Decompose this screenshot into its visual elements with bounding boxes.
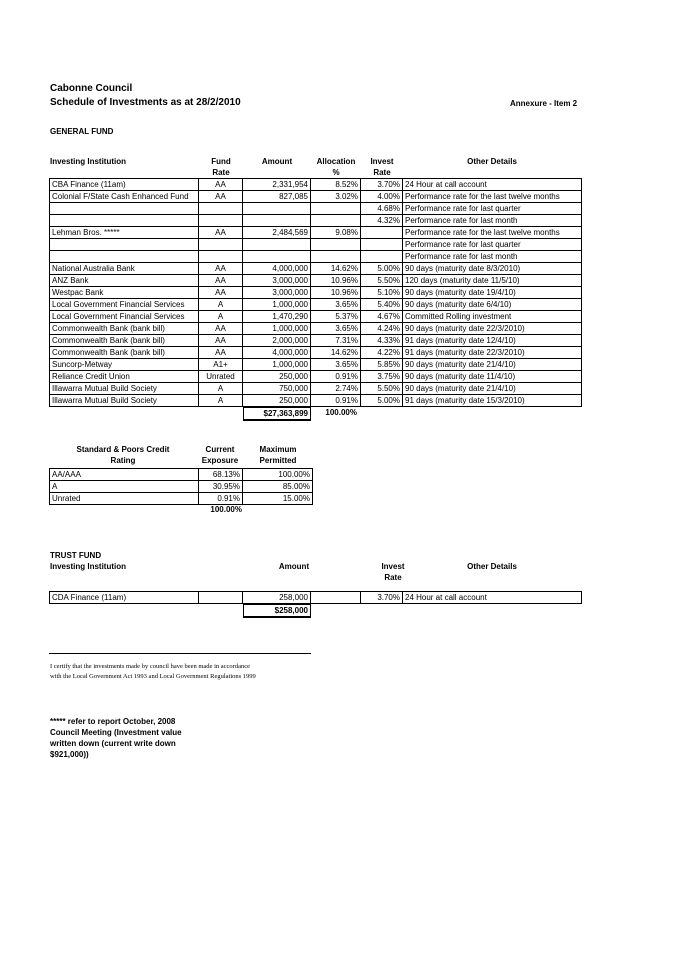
cell-details: 90 days (maturity date 21/4/10): [403, 359, 582, 371]
cell-rate: 5.00%: [361, 263, 403, 275]
cell-rating: AA: [199, 179, 243, 191]
cell-details: 90 days (maturity date 19/4/10): [403, 287, 582, 299]
cell-rate: 4.22%: [361, 347, 403, 359]
credit-exposure-total: 100.00%: [210, 505, 242, 514]
credit-rating-header: Standard & Poors Credit Rating: [76, 445, 170, 465]
cell-rate: [361, 239, 403, 251]
cell-institution: [50, 251, 199, 263]
cell-amount: [243, 203, 311, 215]
cell-amount: 3,000,000: [243, 275, 311, 287]
cell-rating: [199, 203, 243, 215]
cell-rate: 4.32%: [361, 215, 403, 227]
cell-amount: 3,000,000: [243, 287, 311, 299]
footnote: ***** refer to report October, 2008 Council Meeting (Investment value written down (current write down $921,000)): [50, 717, 182, 759]
general-fund-title: GENERAL FUND: [50, 127, 114, 136]
cell-rating: AA: [199, 227, 243, 239]
cell-allocation: [311, 251, 361, 263]
cell-allocation: [311, 203, 361, 215]
trust-rate-cell: 3.70%: [361, 592, 403, 604]
cell-institution: Local Government Financial Services: [50, 299, 199, 311]
cell-amount: 1,000,000: [243, 359, 311, 371]
cell-rating: A: [199, 299, 243, 311]
table-row: [50, 359, 582, 371]
cell-rate: 3.75%: [361, 371, 403, 383]
certification-text: I certify that the investments made by council have been made in accordance with the Local Government Act 1993 and Local Government Regulations 1999: [50, 663, 256, 680]
credit-cell-permitted: 100.00%: [243, 469, 313, 481]
table-row: [50, 493, 313, 505]
col-amount-header: Amount: [261, 157, 293, 166]
cell-allocation: 3.65%: [311, 359, 361, 371]
cell-rate: 5.50%: [361, 383, 403, 395]
cell-allocation: 10.96%: [311, 287, 361, 299]
cell-details: 24 Hour at call account: [403, 179, 582, 191]
table-row: [50, 275, 582, 287]
trust-rating-cell: [199, 592, 243, 604]
table-row: [50, 469, 313, 481]
cell-institution: Illawarra Mutual Build Society: [50, 383, 199, 395]
credit-rating-table: [49, 468, 313, 505]
table-row: [50, 299, 582, 311]
table-row: [50, 395, 582, 407]
trust-allocation-cell: [311, 592, 361, 604]
cell-amount: 2,484,569: [243, 227, 311, 239]
cell-rate: 5.50%: [361, 275, 403, 287]
trust-institution-cell: CDA Finance (11am): [50, 592, 199, 604]
cell-details: Performance rate for last quarter: [403, 203, 582, 215]
cell-amount: 1,000,000: [243, 323, 311, 335]
cell-details: 91 days (maturity date 22/3/2010): [403, 347, 582, 359]
trust-details-cell: 24 Hour at call account: [403, 592, 582, 604]
cell-rating: AA: [199, 275, 243, 287]
table-row: [50, 311, 582, 323]
cell-rating: Unrated: [199, 371, 243, 383]
cell-institution: Commonwealth Bank (bank bill): [50, 323, 199, 335]
cell-allocation: 3.65%: [311, 299, 361, 311]
table-row: [50, 287, 582, 299]
cell-allocation: 3.65%: [311, 323, 361, 335]
table-row: [50, 215, 582, 227]
cell-amount: 827,085: [243, 191, 311, 203]
cell-institution: National Australia Bank: [50, 263, 199, 275]
cell-institution: [50, 203, 199, 215]
trust-fund-total-amount: $258,000: [243, 604, 311, 618]
cell-institution: Reliance Credit Union: [50, 371, 199, 383]
cell-details: Performance rate for last month: [403, 215, 582, 227]
credit-cell-permitted: 85.00%: [243, 481, 313, 493]
cell-amount: 250,000: [243, 395, 311, 407]
cell-details: 90 days (maturity date 21/4/10): [403, 383, 582, 395]
col-allocation-header: Allocation %: [316, 157, 356, 177]
cell-rating: [199, 251, 243, 263]
cell-allocation: 7.31%: [311, 335, 361, 347]
trust-institution-header: Investing Institution: [50, 562, 126, 571]
cell-details: 90 days (maturity date 8/3/2010): [403, 263, 582, 275]
schedule-title: Schedule of Investments as at 28/2/2010: [50, 97, 241, 108]
cell-details: 90 days (maturity date 22/3/2010): [403, 323, 582, 335]
table-row: [50, 481, 313, 493]
cell-allocation: 10.96%: [311, 275, 361, 287]
table-row: [50, 239, 582, 251]
signature-line: [49, 653, 311, 654]
cell-rate: 4.68%: [361, 203, 403, 215]
cell-details: Performance rate for last month: [403, 251, 582, 263]
cell-rate: [361, 251, 403, 263]
cell-details: 90 days (maturity date 6/4/10): [403, 299, 582, 311]
cell-rate: 4.24%: [361, 323, 403, 335]
col-details-header: Other Details: [467, 157, 517, 166]
cell-rating: AA: [199, 323, 243, 335]
cell-institution: [50, 239, 199, 251]
cell-rating: AA: [199, 191, 243, 203]
credit-cell-rating: A: [50, 481, 199, 493]
cell-amount: 1,000,000: [243, 299, 311, 311]
cell-amount: [243, 215, 311, 227]
cell-details: 91 days (maturity date 15/3/2010): [403, 395, 582, 407]
cell-allocation: 3.02%: [311, 191, 361, 203]
table-row: [50, 191, 582, 203]
credit-cell-rating: AA/AAA: [50, 469, 199, 481]
cell-amount: 1,470,290: [243, 311, 311, 323]
trust-fund-title: TRUST FUND: [50, 551, 102, 560]
cell-details: Performance rate for the last twelve months: [403, 227, 582, 239]
cell-rating: [199, 215, 243, 227]
cell-institution: Westpac Bank: [50, 287, 199, 299]
table-row: [50, 227, 582, 239]
general-fund-total-amount: $27,363,899: [243, 407, 311, 421]
cell-amount: 4,000,000: [243, 347, 311, 359]
cell-institution: Local Government Financial Services: [50, 311, 199, 323]
cell-allocation: 0.91%: [311, 395, 361, 407]
cell-rating: A: [199, 395, 243, 407]
cell-rating: A1+: [199, 359, 243, 371]
cell-rate: 5.10%: [361, 287, 403, 299]
current-exposure-header: Current Exposure: [201, 445, 239, 465]
col-invest-rate-header: Invest Rate: [370, 157, 394, 177]
general-fund-total-allocation: 100.00%: [325, 408, 357, 417]
trust-amount-cell: 258,000: [243, 592, 311, 604]
trust-details-header: Other Details: [467, 562, 517, 571]
cell-allocation: [311, 239, 361, 251]
credit-cell-exposure: 0.91%: [199, 493, 243, 505]
cell-details: Performance rate for the last twelve months: [403, 191, 582, 203]
table-row: [50, 323, 582, 335]
council-name: Cabonne Council: [50, 83, 133, 94]
cell-allocation: 9.08%: [311, 227, 361, 239]
cell-allocation: 8.52%: [311, 179, 361, 191]
trust-fund-table: [49, 591, 582, 604]
cell-institution: Suncorp-Metway: [50, 359, 199, 371]
cell-amount: 2,000,000: [243, 335, 311, 347]
col-fund-rate-header: Fund Rate: [211, 157, 231, 177]
cell-allocation: 5.37%: [311, 311, 361, 323]
credit-cell-exposure: 68.13%: [199, 469, 243, 481]
trust-amount-header: Amount: [278, 562, 310, 571]
cell-rate: 4.00%: [361, 191, 403, 203]
credit-cell-rating: Unrated: [50, 493, 199, 505]
cell-allocation: 2.74%: [311, 383, 361, 395]
cell-rating: AA: [199, 263, 243, 275]
table-row: [50, 251, 582, 263]
table-row: [50, 592, 582, 604]
cell-institution: ANZ Bank: [50, 275, 199, 287]
cell-rate: 4.67%: [361, 311, 403, 323]
table-row: [50, 179, 582, 191]
table-row: [50, 383, 582, 395]
table-row: [50, 203, 582, 215]
table-row: [50, 263, 582, 275]
cell-institution: CBA Finance (11am): [50, 179, 199, 191]
cell-rate: 5.40%: [361, 299, 403, 311]
cell-institution: Commonwealth Bank (bank bill): [50, 335, 199, 347]
cell-rating: AA: [199, 335, 243, 347]
cell-allocation: 0.91%: [311, 371, 361, 383]
cell-institution: [50, 215, 199, 227]
cell-institution: Colonial F/State Cash Enhanced Fund: [50, 191, 199, 203]
cell-amount: 250,000: [243, 371, 311, 383]
cell-amount: [243, 251, 311, 263]
cell-amount: 4,000,000: [243, 263, 311, 275]
cell-rating: A: [199, 383, 243, 395]
cell-rating: AA: [199, 347, 243, 359]
cell-details: 91 days (maturity date 12/4/10): [403, 335, 582, 347]
cell-details: Committed Rolling investment: [403, 311, 582, 323]
cell-institution: Commonwealth Bank (bank bill): [50, 347, 199, 359]
cell-allocation: 14.62%: [311, 347, 361, 359]
cell-amount: [243, 239, 311, 251]
cell-rating: AA: [199, 287, 243, 299]
cell-allocation: [311, 215, 361, 227]
table-row: [50, 371, 582, 383]
cell-details: 90 days (maturity date 11/4/10): [403, 371, 582, 383]
cell-amount: 750,000: [243, 383, 311, 395]
table-row: [50, 335, 582, 347]
cell-rate: 3.70%: [361, 179, 403, 191]
general-fund-table: [49, 178, 582, 407]
cell-allocation: 14.62%: [311, 263, 361, 275]
cell-rate: 5.85%: [361, 359, 403, 371]
maximum-permitted-header: Maximum Permitted: [259, 445, 297, 465]
annexure-label: Annexure - Item 2: [510, 99, 578, 108]
cell-rating: [199, 239, 243, 251]
cell-details: Performance rate for last quarter: [403, 239, 582, 251]
cell-rating: A: [199, 311, 243, 323]
cell-rate: [361, 227, 403, 239]
table-row: [50, 347, 582, 359]
cell-rate: 5.00%: [361, 395, 403, 407]
cell-details: 120 days (maturity date 11/5/10): [403, 275, 582, 287]
cell-institution: Illawarra Mutual Build Society: [50, 395, 199, 407]
cell-institution: Lehman Bros. *****: [50, 227, 199, 239]
cell-rate: 4.33%: [361, 335, 403, 347]
credit-cell-exposure: 30.95%: [199, 481, 243, 493]
cell-amount: 2,331,954: [243, 179, 311, 191]
col-institution-header: Investing Institution: [50, 157, 126, 166]
trust-rate-header: Invest Rate: [381, 562, 405, 582]
credit-cell-permitted: 15.00%: [243, 493, 313, 505]
